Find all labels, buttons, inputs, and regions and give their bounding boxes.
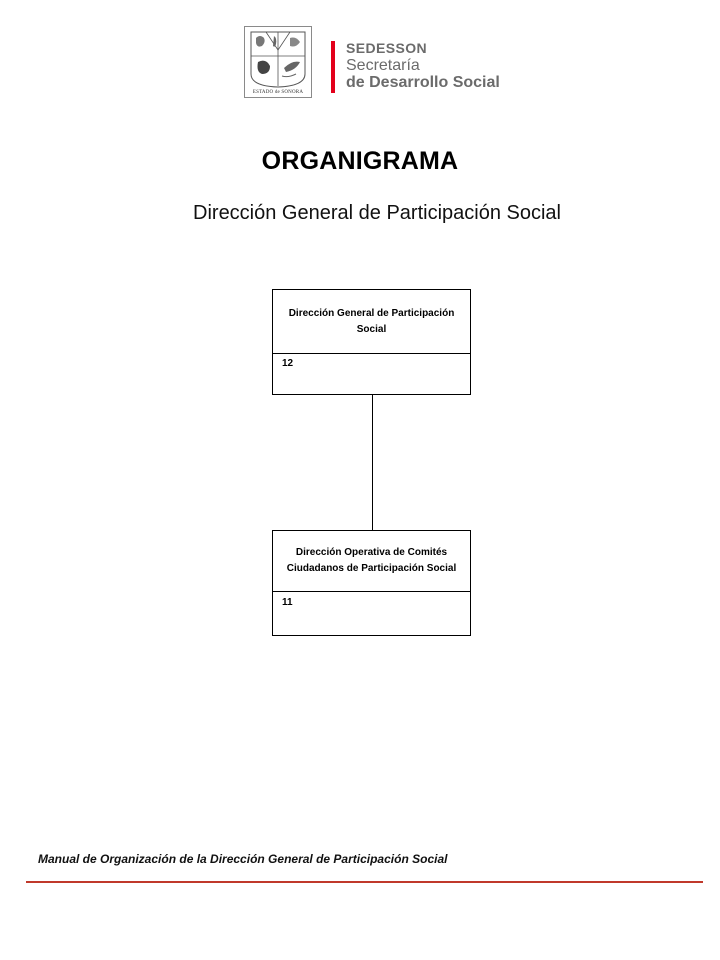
coat-of-arms-icon <box>244 26 312 98</box>
org-node-title: Dirección Operativa de Comités Ciudadanos de Participación Social <box>273 531 470 592</box>
header-logo <box>244 26 524 100</box>
org-connector-line <box>372 395 373 530</box>
brand-divider <box>331 41 335 93</box>
org-node-operativa <box>272 530 471 636</box>
org-acronym: SEDESSON <box>346 40 427 56</box>
org-node-count: 12 <box>282 358 294 369</box>
org-name-line1: Secretaría <box>346 57 420 74</box>
org-name-line2: de Desarrollo Social <box>346 74 500 91</box>
footer-rule <box>26 881 703 883</box>
page-title: ORGANIGRAMA <box>261 147 459 175</box>
page-subtitle: Dirección General de Participación Social <box>193 202 561 224</box>
shield-caption: ESTADO de SONORA <box>252 90 304 95</box>
org-node-title: Dirección General de Participación Social <box>273 290 470 354</box>
organization-name <box>346 41 500 91</box>
org-node-count: 11 <box>282 597 293 608</box>
footer-text: Manual de Organización de la Dirección General de Participación Social <box>38 852 448 866</box>
org-node-director <box>272 289 471 395</box>
